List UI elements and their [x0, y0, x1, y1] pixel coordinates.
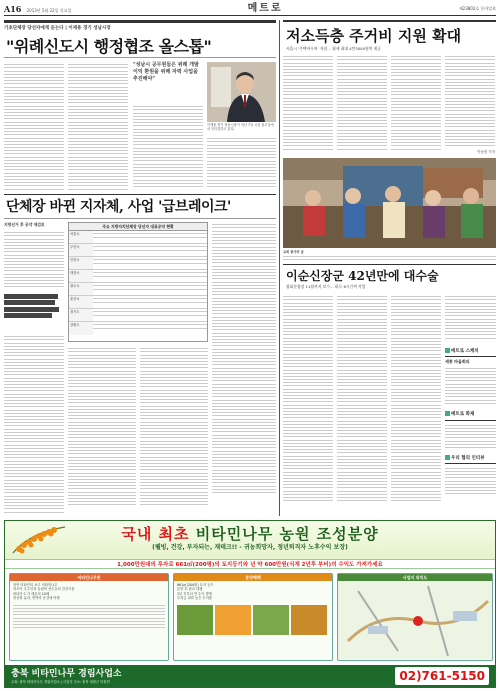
table-row: 부산시	[69, 244, 207, 257]
leaders-body-4	[140, 346, 208, 516]
table-row: 광주시	[69, 283, 207, 296]
interview-quote-box	[133, 62, 203, 102]
issue-date: 2013년 5월 22일 목요일	[26, 7, 72, 13]
field-photo	[253, 605, 289, 635]
soldier-headline: 이순신장군 42년만에 대수술	[286, 269, 439, 283]
ad-box-title: 사업지 위치도	[338, 574, 492, 581]
sidebar-item-body	[445, 365, 496, 409]
rule	[283, 20, 496, 22]
sidebar-item: 세종 마을회의	[445, 359, 470, 365]
main-headline: 저소득층 주거비 지원 확대	[286, 27, 462, 45]
orchard-photo	[177, 605, 213, 635]
interview-photo-caption: 이재용 경기 성남시장이 지난 7일 시청 집무실에서 인터뷰하고 있다.	[207, 123, 274, 131]
soldier-body-2	[337, 294, 387, 516]
sidebar-title: 메트로 스케치	[445, 348, 496, 357]
main-body-1	[283, 54, 333, 154]
leaders-body-5	[212, 222, 276, 516]
table-row: 서울시	[69, 231, 207, 244]
list-item: 항산화 효과, 면역력 증강에 탁월	[13, 596, 60, 601]
main-photo-caption	[283, 250, 496, 263]
interview-body-2	[68, 62, 128, 190]
ad-title: 국내 최초 비타민나무 농원 조성분양	[121, 525, 379, 543]
list-item: 투자금 대비 높은 수익률	[177, 596, 212, 601]
leaders-body-1	[4, 230, 64, 290]
pledge-table	[68, 222, 208, 342]
list-item: 천연 비타민의 보고 비타민나무	[13, 583, 58, 587]
soldier-subhead: 광화문광장 11월까지 보수… 하루 6시간씩 작업	[286, 284, 366, 289]
ad-org: 충북 비타민나무 경림사업소	[11, 668, 122, 679]
main-byline: 이동원 기자	[476, 150, 495, 154]
leaders-headline: 단체장 바뀐 지자체, 사업 '급브레이크'	[6, 199, 231, 215]
rule	[283, 264, 496, 265]
ad-banner	[5, 521, 495, 559]
berry-photo	[215, 605, 251, 635]
ad-phone[interactable]: 02)761-5150	[395, 667, 489, 685]
section-title: 메트로	[247, 3, 283, 15]
sidebar-item-body	[445, 423, 496, 453]
page-number: A16	[4, 3, 22, 14]
ad-price-line: 1,000만원대의 투자로 661㎡(200평)의 토지등기와 년 약 600만원(식재 2년후 부터)의 수익도 가져가세요	[5, 559, 495, 569]
table-row: 울산시	[69, 296, 207, 309]
soldier-body-3	[391, 294, 441, 516]
interview-quote: "성남시 공무원들은 위례 개발이익 환원을 위해 자력 사업을 추진해야"	[133, 62, 199, 82]
table-row: 인천시	[69, 257, 207, 270]
masthead: 제23802호 동아일보	[458, 6, 496, 12]
main-photo-caption-title: 교회 봉사의 날	[283, 250, 304, 254]
column-separator	[279, 20, 280, 516]
rule	[4, 20, 276, 23]
ad-box-map	[337, 573, 493, 661]
main-photo	[283, 158, 496, 248]
ad-box-title: 분양혜택	[174, 574, 332, 581]
ad-box-benefits	[173, 573, 333, 661]
table-row: 강원도	[69, 322, 207, 335]
ad-box-title: 비타민나무란	[10, 574, 168, 581]
leaders-body-3	[68, 346, 136, 516]
ad-box-intro	[9, 573, 169, 661]
list-item: 비타민 C 가 레몬의 10배	[13, 591, 50, 596]
sidebar-body-top	[445, 294, 496, 344]
location-map	[338, 581, 492, 659]
table-row: 대전시	[69, 270, 207, 283]
page-header	[4, 3, 496, 16]
ad-footer	[5, 665, 495, 687]
sidebar-item: 베트로 화제	[445, 411, 496, 420]
table-title: 주요 지방자치단체장 당선자 대표공약 현황	[69, 223, 207, 231]
list-item: 러시아 우주인과 올림픽 선수들의 건강식품	[13, 587, 75, 592]
interview-kicker: 기초단체장 당선자에게 듣는다 | 이재용 경기 성남시장	[4, 26, 111, 31]
list-item: 661㎡(200평) 토지 등기	[177, 583, 214, 587]
ad-photos	[174, 603, 332, 637]
main-body-2	[337, 54, 387, 154]
sidebar	[445, 294, 496, 516]
interview-body-3	[133, 104, 203, 190]
interview-photo	[207, 62, 276, 122]
ad-subtitle: (웰빙, 건강, 부자되는, 재테크!! - 귀농희망자, 정년퇴직자 노후수익 보장)	[152, 544, 348, 552]
interview-headline: "위례신도시 행정협조 올스톱"	[6, 37, 212, 56]
advertisement	[4, 520, 496, 688]
divider	[4, 218, 276, 219]
sidebar-item: 우리 협의 인터뷰	[445, 455, 496, 464]
divider	[4, 57, 276, 58]
leaders-subhead-box	[4, 292, 64, 332]
main-subhead: 서울시 '주택바우처' 지원… 월세 최대 4만3000원씩 제공	[286, 46, 381, 51]
interview-body-4	[207, 136, 276, 190]
juice-photo	[291, 605, 327, 635]
sidebar-item-body	[445, 466, 496, 500]
list-item: 2년 후부터 연 수익 발생	[177, 591, 212, 596]
berry-icon	[9, 523, 69, 557]
main-body-3	[391, 54, 441, 154]
main-body-4	[445, 54, 495, 154]
soldier-body-1	[283, 294, 333, 516]
ad-small: 주최: 충북 비타민나무 경림사업소 | 사업지 주소: 충북 청원군 미원면	[11, 679, 110, 684]
interview-body-1	[4, 62, 64, 190]
rule	[4, 194, 276, 195]
small-item-kicker: 지방선거 후 공약 재검토	[4, 222, 45, 227]
list-item: 분양 후 관리 대행	[177, 587, 203, 592]
table-row: 경기도	[69, 309, 207, 322]
leaders-body-2	[4, 334, 64, 516]
